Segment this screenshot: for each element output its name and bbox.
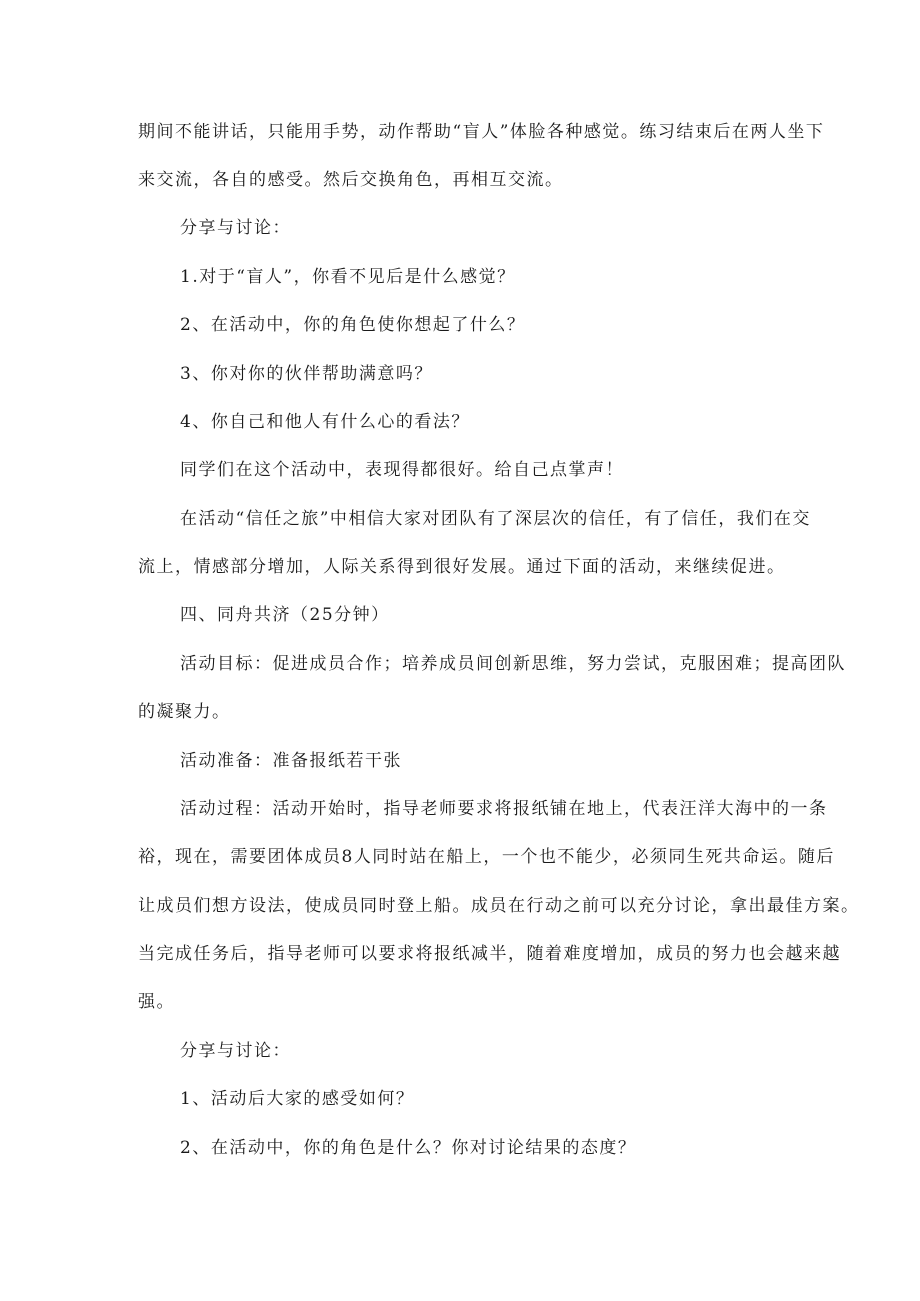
list-item: 1.对于“盲人”，你看不见后是什么感觉？: [180, 267, 516, 287]
paragraph-line: 当完成任务后，指导老师可以要求将报纸减半，随着难度增加，成员的努力也会越来越: [138, 944, 841, 964]
paragraph-line: 裕，现在，需要团体成员8人同时站在船上，一个也不能少，必须同生死共命运。随后: [138, 847, 835, 867]
paragraph-line: 活动过程：活动开始时，指导老师要求将报纸铺在地上，代表汪洋大海中的一条: [180, 799, 828, 819]
paragraph-line: 同学们在这个活动中，表现得都很好。给自己点掌声！: [180, 460, 624, 480]
paragraph-line: 活动目标：促进成员合作；培养成员间创新思维，努力尝试，克服困难；提高团队: [180, 654, 846, 674]
section-heading: 分享与讨论：: [180, 218, 291, 238]
list-item: 4、你自己和他人有什么心的看法？: [180, 412, 470, 432]
paragraph-line: 来交流，各自的感受。然后交换角色，再相互交流。: [138, 170, 564, 190]
paragraph-line: 流上，情感部分增加，人际关系得到很好发展。通过下面的活动，来继续促进。: [138, 557, 786, 577]
list-item: 2、在活动中，你的角色使你想起了什么？: [180, 315, 526, 335]
paragraph-line: 让成员们想方设法，使成员同时登上船。成员在行动之前可以充分讨论，拿出最佳方案。: [138, 896, 860, 916]
list-item: 1、活动后大家的感受如何？: [180, 1089, 415, 1109]
section-heading: 四、同舟共济（25分钟）: [180, 605, 390, 625]
list-item: 2、在活动中，你的角色是什么？你对讨论结果的态度？: [180, 1138, 637, 1158]
list-item: 3、你对你的伙伴帮助满意吗？: [180, 364, 433, 384]
section-heading: 分享与讨论：: [180, 1041, 291, 1061]
paragraph-line: 的凝聚力。: [138, 702, 231, 722]
paragraph-line: 在活动“信任之旅”中相信大家对团队有了深层次的信任，有了信任，我们在交: [180, 509, 811, 529]
paragraph-line: 强。: [138, 992, 175, 1012]
paragraph-line: 活动准备：准备报纸若干张: [180, 751, 402, 771]
paragraph-line: 期间不能讲话，只能用手势，动作帮助“盲人”体脸各种感觉。练习结束后在两人坐下: [138, 122, 825, 142]
